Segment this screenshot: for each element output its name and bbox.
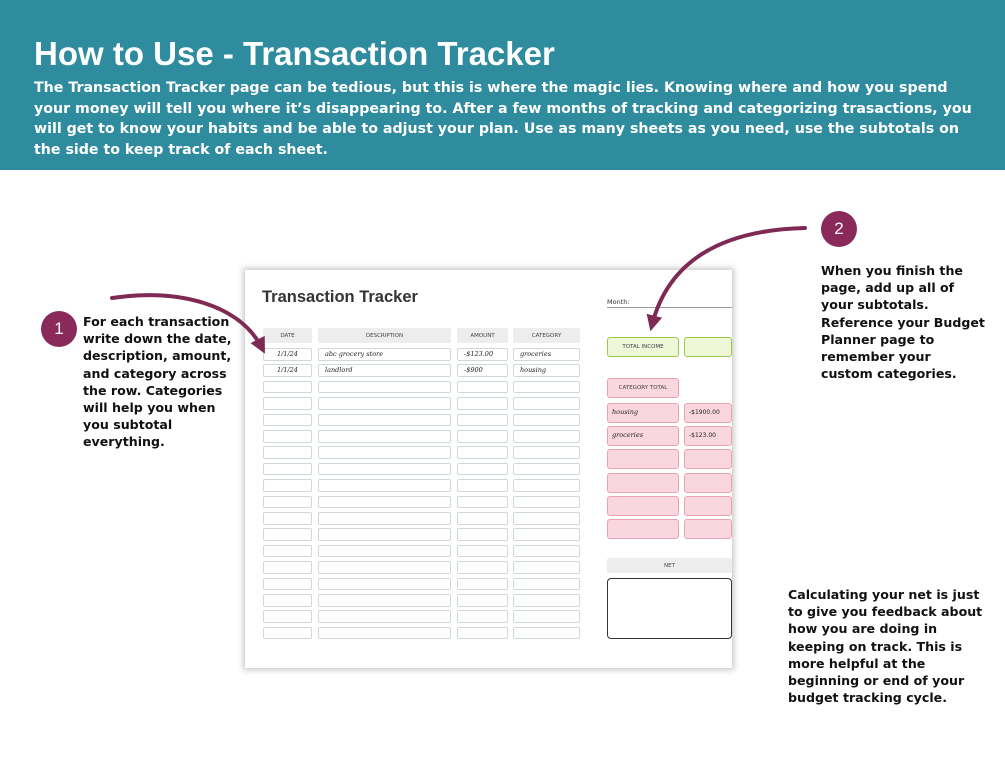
amount-cell[interactable]: [457, 397, 508, 410]
amount-cell[interactable]: [457, 496, 508, 509]
description-column-header: DESCRIPTION: [318, 328, 451, 343]
description-cell[interactable]: abc grocery store: [318, 348, 451, 361]
description-cell[interactable]: [318, 594, 451, 607]
page-title: How to Use - Transaction Tracker: [34, 35, 555, 72]
step-one-note: For each transaction write down the date, description, amount, and category across the row. Categories will help you when you subtotal everything.: [83, 314, 232, 450]
amount-cell[interactable]: [457, 528, 508, 541]
intro-text: The Transaction Tracker page can be tedious, but this is where the magic lies. Knowing where and how you spend your money will tell you where it’s disappearing to. After a few months of tracking and categorizing trasactions, you will get to know your habits and be able to adjust your plan. Use as many sheets as you need, use the subtotals on the side to keep track of each sheet.: [34, 80, 972, 158]
date-cell[interactable]: [263, 545, 312, 558]
category-cell[interactable]: [513, 594, 580, 607]
category-cell[interactable]: [513, 430, 580, 443]
description-cell[interactable]: [318, 610, 451, 623]
category-cell[interactable]: [513, 561, 580, 574]
category-name-cell[interactable]: [607, 473, 679, 493]
category-column-header: CATEGORY: [513, 328, 580, 343]
date-cell[interactable]: 1/1/24: [263, 348, 312, 361]
net-note: Calculating your net is just to give you feedback about how you are doing in keeping on track. This is more helpful at the beginning or end of your budget tracking cycle.: [788, 587, 983, 706]
amount-cell[interactable]: [457, 479, 508, 492]
date-cell[interactable]: [263, 610, 312, 623]
category-total-cell[interactable]: -$123.00: [684, 426, 732, 446]
date-cell[interactable]: [263, 430, 312, 443]
month-line: [607, 307, 732, 308]
date-cell[interactable]: [263, 496, 312, 509]
date-cell[interactable]: [263, 578, 312, 591]
category-cell[interactable]: [513, 397, 580, 410]
date-cell[interactable]: [263, 479, 312, 492]
category-cell[interactable]: [513, 414, 580, 427]
category-cell[interactable]: [513, 463, 580, 476]
amount-cell[interactable]: [457, 446, 508, 459]
description-cell[interactable]: [318, 496, 451, 509]
category-total-cell[interactable]: [684, 519, 732, 539]
month-label: Month:: [607, 298, 630, 306]
date-cell[interactable]: [263, 627, 312, 640]
category-total-label: CATEGORY TOTAL: [607, 378, 679, 398]
category-cell[interactable]: groceries: [513, 348, 580, 361]
category-cell[interactable]: [513, 545, 580, 558]
amount-cell[interactable]: -$900: [457, 364, 508, 377]
date-cell[interactable]: [263, 414, 312, 427]
description-cell[interactable]: [318, 561, 451, 574]
description-cell[interactable]: [318, 578, 451, 591]
description-cell[interactable]: [318, 397, 451, 410]
description-cell[interactable]: [318, 430, 451, 443]
amount-cell[interactable]: [457, 463, 508, 476]
category-cell[interactable]: [513, 496, 580, 509]
amount-cell[interactable]: [457, 610, 508, 623]
date-cell[interactable]: [263, 512, 312, 525]
step-two-badge: 2: [821, 211, 857, 247]
description-cell[interactable]: [318, 381, 451, 394]
description-cell[interactable]: [318, 512, 451, 525]
category-total-cell[interactable]: [684, 496, 732, 516]
net-box: [607, 578, 732, 639]
date-cell[interactable]: [263, 594, 312, 607]
amount-cell[interactable]: [457, 430, 508, 443]
header-banner: [0, 0, 1005, 170]
category-cell[interactable]: housing: [513, 364, 580, 377]
date-cell[interactable]: [263, 381, 312, 394]
amount-cell[interactable]: -$123.00: [457, 348, 508, 361]
category-total-cell[interactable]: [684, 449, 732, 469]
amount-column-header: AMOUNT: [457, 328, 508, 343]
category-cell[interactable]: [513, 512, 580, 525]
description-cell[interactable]: [318, 479, 451, 492]
step-one-badge: 1: [41, 311, 77, 347]
category-cell[interactable]: [513, 610, 580, 623]
amount-cell[interactable]: [457, 578, 508, 591]
description-cell[interactable]: [318, 627, 451, 640]
amount-cell[interactable]: [457, 594, 508, 607]
category-cell[interactable]: [513, 446, 580, 459]
amount-cell[interactable]: [457, 561, 508, 574]
description-cell[interactable]: landlord: [318, 364, 451, 377]
date-cell[interactable]: [263, 463, 312, 476]
amount-cell[interactable]: [457, 381, 508, 394]
amount-cell[interactable]: [457, 627, 508, 640]
category-name-cell[interactable]: groceries: [607, 426, 679, 446]
net-label: NET: [607, 558, 732, 573]
date-cell[interactable]: [263, 397, 312, 410]
sheet-title: Transaction Tracker: [262, 288, 418, 306]
category-name-cell[interactable]: [607, 496, 679, 516]
amount-cell[interactable]: [457, 545, 508, 558]
date-cell[interactable]: [263, 528, 312, 541]
category-cell[interactable]: [513, 479, 580, 492]
date-column-header: DATE: [263, 328, 312, 343]
date-cell[interactable]: 1/1/24: [263, 364, 312, 377]
description-cell[interactable]: [318, 528, 451, 541]
description-cell[interactable]: [318, 446, 451, 459]
transaction-tracker-sheet: [245, 270, 732, 668]
description-cell[interactable]: [318, 463, 451, 476]
category-name-cell[interactable]: [607, 449, 679, 469]
step-two-note: When you finish the page, add up all of your subtotals. Reference your Budget Planner page to remember your custom categories.: [821, 263, 985, 382]
description-cell[interactable]: [318, 414, 451, 427]
category-total-cell[interactable]: -$1900.00: [684, 403, 732, 423]
category-cell[interactable]: [513, 627, 580, 640]
category-cell[interactable]: [513, 528, 580, 541]
category-cell[interactable]: [513, 578, 580, 591]
category-name-cell[interactable]: [607, 519, 679, 539]
category-total-cell[interactable]: [684, 473, 732, 493]
date-cell[interactable]: [263, 446, 312, 459]
total-income-label: TOTAL INCOME: [607, 337, 679, 357]
category-name-cell[interactable]: housing: [607, 403, 679, 423]
total-income-value: [684, 337, 732, 357]
date-cell[interactable]: [263, 561, 312, 574]
category-cell[interactable]: [513, 381, 580, 394]
amount-cell[interactable]: [457, 414, 508, 427]
description-cell[interactable]: [318, 545, 451, 558]
amount-cell[interactable]: [457, 512, 508, 525]
